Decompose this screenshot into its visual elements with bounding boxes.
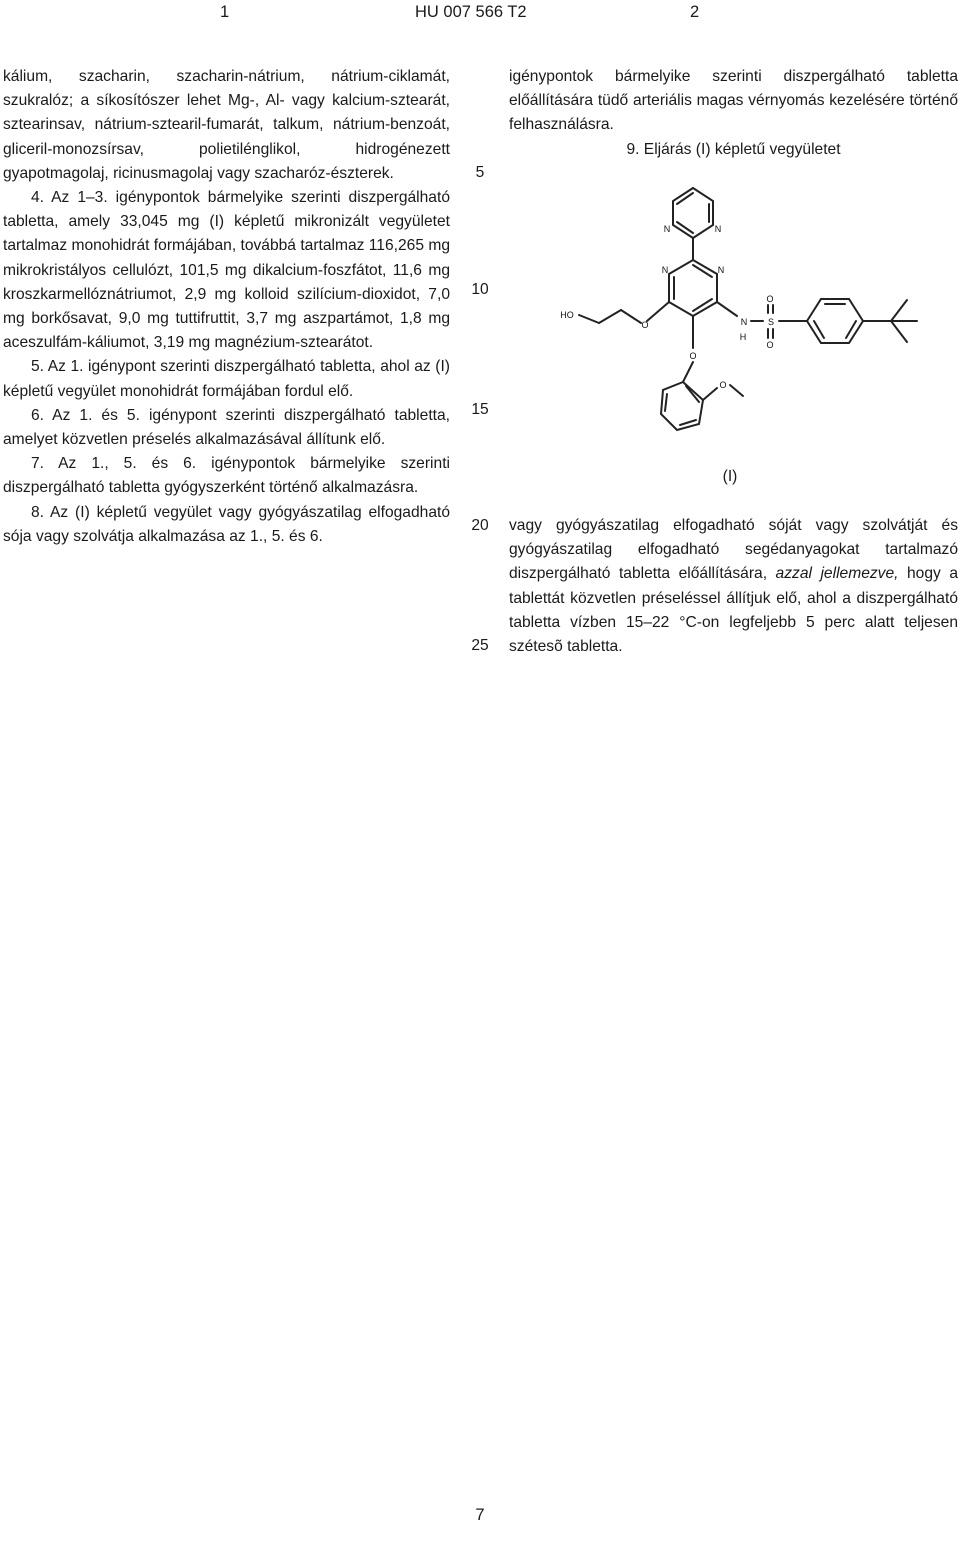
line-number-20: 20 <box>471 517 489 534</box>
header-left-page-number: 1 <box>220 3 230 21</box>
atom-o-methoxy: O <box>719 380 727 390</box>
atom-o-sulfonyl-top: O <box>766 294 774 304</box>
atom-o-sulfonyl-bottom: O <box>766 340 774 350</box>
line-number-5: 5 <box>475 164 485 181</box>
right-paragraph-top: igénypontok bármelyike szerinti diszpergálható tabletta előállítására tüdő arteriális magas vérnyomás kezelésére történő felhasználásra. <box>509 68 958 134</box>
chemical-structure-formula-i <box>555 178 945 453</box>
atom-n-sulfonamide: N <box>740 317 748 327</box>
atom-o-aryloxy: O <box>689 351 697 361</box>
claim-5: 5. Az 1. igénypont szerinti diszpergálható tabletta, ahol az (I) képletű vegyület monohidrát formájában fordul elő. <box>3 358 450 400</box>
claim-6: 6. Az 1. és 5. igénypont szerinti diszpergálható tabletta, amelyet közvetlen préselés alkalmazásával állítunk elő. <box>3 406 450 449</box>
right-column-top <box>509 65 958 162</box>
atom-n-center-right: N <box>717 265 725 275</box>
formula-label: (I) <box>722 468 738 485</box>
characterizing-phrase: azzal jellemezve, <box>775 565 899 583</box>
atom-n-top-left: N <box>663 224 671 234</box>
left-paragraph-1: kálium, szacharin, szacharin-nátrium, nátrium-ciklamát, szukralóz; a síkosítószer lehet Mg-, Al- vagy kalcium-sztearát, sztearinsav, nátrium-sztearil-fumarát, talkum, nátrium-benzoát, gliceril-monozsírsav, polietilénglikol, hidrogénezett gyapotmagolaj, ricinusmagolaj vagy szacharóz-észterek. <box>3 68 450 182</box>
right-column-bottom <box>509 514 958 659</box>
claim-9-heading: 9. Eljárás (I) képletű vegyületet <box>626 140 841 158</box>
atom-n-top-right: N <box>714 224 722 234</box>
bottom-text-end: hogy a tablettát közvetlen préseléssel állítjuk elő, ahol a diszpergálható tabletta vízben 15–22 °C-on legfeljebb 5 perc alatt teljesen szétesõ tabletta. <box>509 565 958 656</box>
atom-o-chain-1: O <box>641 320 649 330</box>
claim-4: 4. Az 1–3. igénypontok bármelyike szerinti diszpergálható tabletta, amely 33,045 mg (I) képletű mikronizált vegyületet tartalmaz monohidrát formájában, továbbá tartalmaz 116,265 mg mikrokristályos cellulózt, 101,5 mg dikalcium-foszfátot, 11,6 mg kroszkarmellóznátriumot, 2,9 mg kolloid szilícium-dioxidot, 7,0 mg borkősavat, 9,0 mg tuttifruttit, 3,7 mg aszpartámot, 1,8 mg aceszulfám-káliumot, 3,19 mg magnézium-sztearátot. <box>3 189 450 352</box>
claim-7: 7. Az 1., 5. és 6. igénypontok bármelyike szerinti diszpergálható tabletta gyógyszerként történő alkalmazásra. <box>3 455 450 497</box>
line-number-10: 10 <box>471 281 489 298</box>
claim-8: 8. Az (I) képletű vegyület vagy gyógyászatilag elfogadható sója vagy szolvátja alkalmazása az 1., 5. és 6. <box>3 503 450 545</box>
right-paragraph-bottom <box>509 514 958 659</box>
bottom-text-start: vagy gyógyászatilag elfogadható sóját vagy szolvátját és gyógyászatilag elfogadható segédanyagokat tartalmazó diszpergálható tabletta előállítására, <box>509 517 958 583</box>
header-document-id: HU 007 566 T2 <box>415 3 527 21</box>
atom-ho: HO <box>560 310 574 320</box>
atom-s: S <box>767 317 775 327</box>
page-number: 7 <box>475 1506 485 1524</box>
line-number-25: 25 <box>471 637 489 654</box>
left-column <box>3 65 450 549</box>
line-number-15: 15 <box>471 401 489 418</box>
header-right-page-number: 2 <box>690 3 700 21</box>
atom-h-sulfonamide: H <box>739 332 747 342</box>
atom-n-center-left: N <box>661 265 669 275</box>
